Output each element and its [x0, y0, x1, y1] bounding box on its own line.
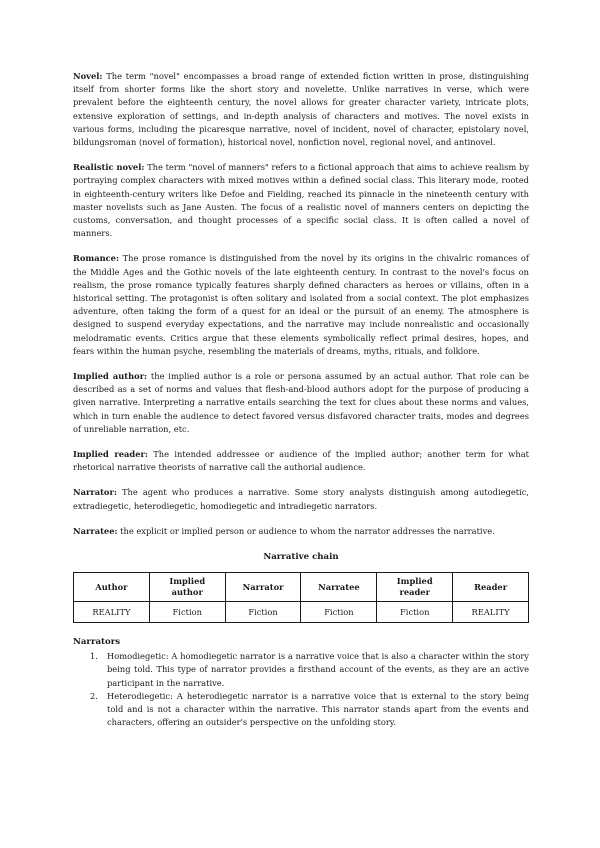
term-label: Implied reader: — [73, 449, 148, 460]
definition-text: the explicit or implied person or audience to whom the narrator addresses the narrative. — [117, 525, 495, 536]
term-label: Implied author: — [73, 371, 148, 382]
definition-text: The prose romance is distinguished from the novel by its origins in the chivalric romances of the Middle Ages and the Gothic novels of the late eighteenth century. In contrast to the novel's focus on realism, the prose romance typically features sharply defined characters as heroes or villains, often in a historical setting. The protagonist is often solitary and isolated from a social context. The plot emphasizes adventure, often taking the form of a quest for an ideal or the pursuit of an enemy. The atmosphere is designed to suspend everyday expectations, and the narrative may include nonrealistic and occasionally melodramatic events. Critics argue that these elements symbolically reflect primal desires, hopes, and fears within the human psyche, resembling the materials of dreams, myths, rituals, and folklore. — [73, 253, 529, 356]
list-number: 2. — [90, 690, 98, 701]
table-cell: REALITY — [74, 602, 150, 623]
definition-narratee — [73, 525, 529, 538]
table-cell: Fiction — [225, 602, 301, 623]
definition-text: The term "novel of manners" refers to a fictional approach that aims to achieve realism by portraying complex characters with mixed motives within a defined social class. This literary mode, rooted in eighteenth-century writers like Defoe and Fielding, reached its pinnacle in the nineteenth century with master novelists such as Jane Austen. The focus of a realistic novel of manners centers on depicting the customs, conversation, and thought processes of a specific social class. It is often called a novel of manners. — [73, 162, 529, 239]
column-header-reader: Reader — [453, 573, 529, 602]
table-row — [74, 602, 529, 623]
list-item — [73, 690, 529, 730]
definition-novel — [73, 70, 529, 149]
term-label: Romance: — [73, 253, 120, 264]
definition-implied-author — [73, 370, 529, 436]
term-label: Narrator: — [73, 487, 117, 498]
list-item — [73, 650, 529, 690]
column-header-implied-author: Implied author — [149, 573, 225, 602]
definition-narrator — [73, 486, 529, 512]
table-cell: Fiction — [301, 602, 377, 623]
definition-text: The intended addressee or audience of the implied author; another term for what rhetorical narrative theorists of narrative call the authorial audience. — [73, 449, 529, 473]
definition-implied-reader — [73, 448, 529, 474]
column-header-author: Author — [74, 573, 150, 602]
narrators-heading: Narrators — [73, 637, 121, 648]
column-header-narrator: Narrator — [225, 573, 301, 602]
table-cell: Fiction — [377, 602, 453, 623]
term-label: Realistic novel: — [73, 162, 145, 173]
table-cell: REALITY — [453, 602, 529, 623]
definition-romance — [73, 252, 529, 358]
narrative-chain-table — [73, 572, 529, 623]
table-cell: Fiction — [149, 602, 225, 623]
list-item-text: Heterodiegetic: A heterodiegetic narrator is a narrative voice that is external to the story being told and is not a character within the narrative. This narrator stands apart from the events and characters, offering an outsider's perspective on the unfolding story. — [107, 690, 529, 728]
column-header-narratee: Narratee — [301, 573, 377, 602]
column-header-implied-reader: Implied reader — [377, 573, 453, 602]
definition-realistic-novel — [73, 161, 529, 240]
narrative-chain-title: Narrative chain — [263, 552, 339, 563]
narrators-list — [73, 650, 529, 729]
term-label: Narratee: — [73, 525, 118, 536]
definition-text: the implied author is a role or persona assumed by an actual author. That role can be described as a set of norms and values that flesh-and-blood authors adopt for the purpose of producing a given narrative. Interpreting a narrative entails searching the text for clues about these norms and values, which in turn enable the audience to detect favored versus disfavored character traits, modes and degrees of unreliable narration, etc. — [73, 371, 529, 434]
document-body — [73, 70, 529, 729]
definition-text: The agent who produces a narrative. Some story analysts distinguish among autodiegetic, extradiegetic, heterodiegetic, homodiegetic and intradiegetic narrators. — [73, 487, 529, 511]
list-number: 1. — [90, 651, 98, 662]
term-label: Novel: — [73, 71, 103, 81]
table-header-row — [74, 573, 529, 602]
definition-text: The term "novel" encompasses a broad range of extended fiction written in prose, distinguishing itself from shorter forms like the short story and novelette. Unlike narratives in verse, which were prevalent before the eighteenth century, the novel allows for greater character variety, intricate plots, extensive exploration of settings, and in-depth analysis of characters and motives. The novel exists in various forms, including the picaresque narrative, novel of incident, novel of character, epistolary novel, bildungsroman (novel of formation), historical novel, nonfiction novel, regional novel, and antinovel. — [73, 71, 529, 148]
list-item-text: Homodiegetic: A homodiegetic narrator is a narrative voice that is also a character within the story being told. This type of narrator provides a firsthand account of the events, as they are an active participant in the narrative. — [107, 651, 529, 688]
